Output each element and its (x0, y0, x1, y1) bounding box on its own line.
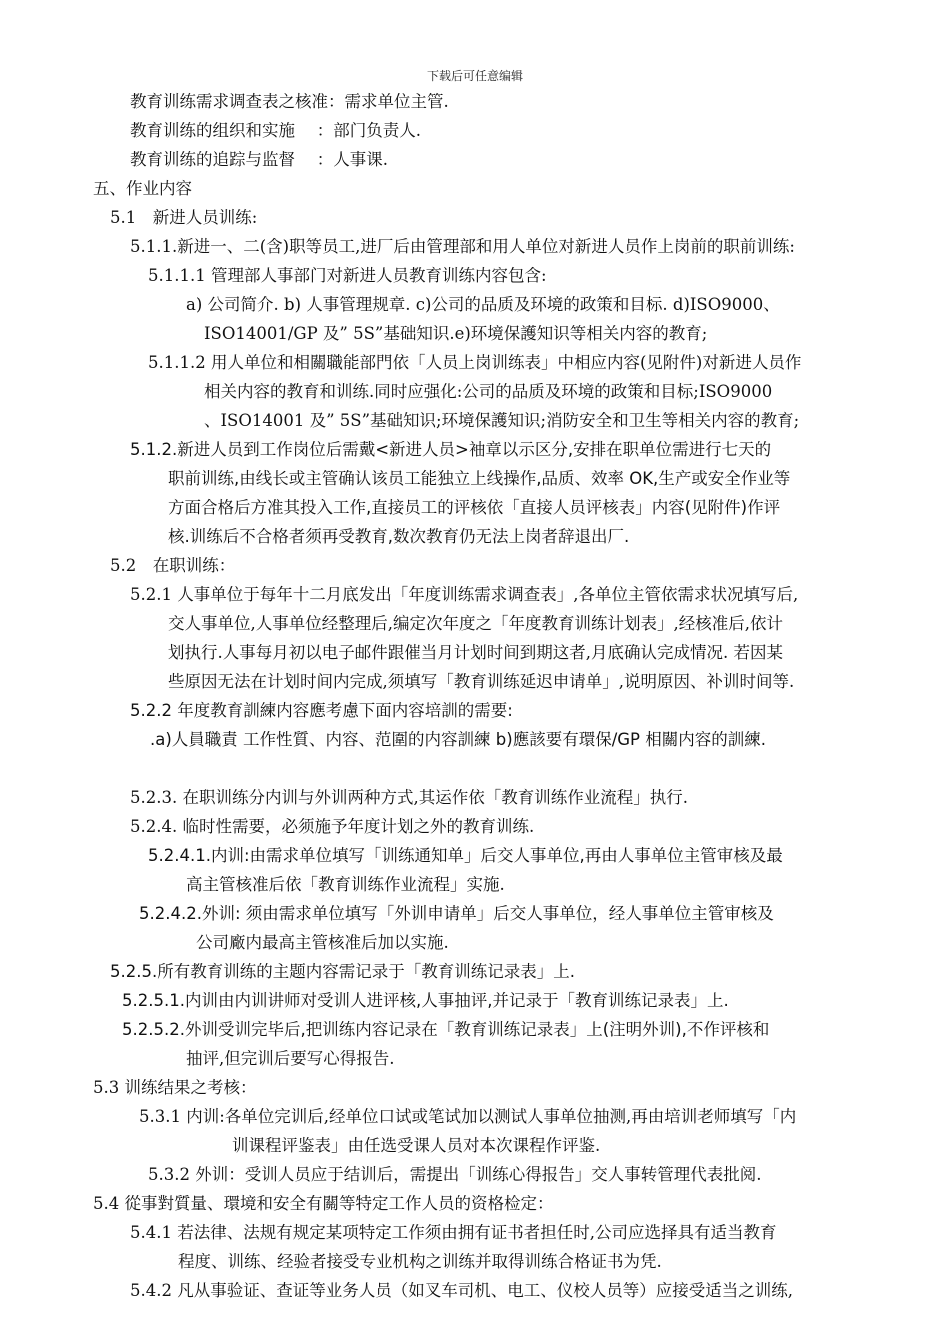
text-line: 高主管核准后依「教育训练作业流程」实施. (186, 875, 505, 894)
text-line: 5.3.1 内训:各单位完训后,经单位口试或笔试加以测试人事单位抽测,再由培训老师填写「内 (139, 1107, 797, 1126)
text-line: 5.1.1.1 管理部人事部门对新进人员教育训练内容包含: (148, 266, 547, 285)
subsection-heading: 5.3 训练结果之考核： (93, 1078, 257, 1097)
text-line: 5.2.4.1.内训:由需求单位填写「训练通知单」后交人事单位,再由人事单位主管审核及最 (148, 846, 783, 865)
text-line: 5.2.4. 临时性需要，必须施予年度计划之外的教育训练. (130, 817, 535, 836)
text-line: 5.1.1.新进一、二(含)职等员工,进厂后由管理部和用人单位对新进人员作上岗前的职前训练: (130, 237, 795, 256)
text-line: 5.2.4.2.外训: 须由需求单位填写「外训申请单」后交人事单位，经人事单位主管审核及 (139, 904, 774, 923)
text-line: 程度、训练、经验者接受专业机构之训练并取得训练合格证书为凭. (178, 1252, 662, 1271)
text-line: .a)人員職責 工作性質、内容、范圍的内容訓練 b)應該要有環保/GP 相關内容的訓練. (150, 730, 766, 749)
text-line: 5.3.2 外训：受训人员应于结训后，需提出「训练心得报告」交人事转管理代表批阅. (148, 1165, 762, 1184)
text-line: 交人事单位,人事单位经整理后,编定次年度之「年度教育训练计划表」,经核准后,依计 (168, 614, 783, 633)
text-line: 5.2.2 年度教育訓練内容應考慮下面内容培訓的需要: (130, 701, 513, 720)
text-line: 5.2.5.1.内训由内训讲师对受训人进评核,人事抽评,并记录于「教育训练记录表」上. (122, 991, 729, 1010)
page-header: 下载后可任意编辑 (426, 69, 523, 83)
text-line: 教育训练需求调查表之核准：需求单位主管. (130, 92, 449, 111)
text-line: 5.2.5.2.外训受训完毕后,把训练内容记录在「教育训练记录表」上(注明外训),不作评核和 (122, 1020, 770, 1039)
text-line: 5.2.3. 在职训练分内训与外训两种方式,其运作依「教育训练作业流程」执行. (130, 788, 688, 807)
text-line: 5.1.2.新进人员到工作岗位后需戴<新进人员>袖章以示区分,安排在职单位需进行七天的 (130, 440, 772, 459)
text-line: 训课程评鉴表」由任选受课人员对本次课程作评鉴. (232, 1136, 601, 1155)
text-line: 5.2.5.所有教育训练的主题内容需记录于「教育训练记录表」上. (110, 962, 575, 981)
text-line: 抽评,但完训后要写心得报告. (186, 1049, 395, 1068)
text-line: a) 公司简介. b) 人事管理规章. c)公司的品质及环境的政策和目标. d)ISO9000、 (186, 295, 780, 314)
text-line: 公司廠内最高主管核准后加以实施. (196, 933, 449, 952)
text-line: 5.4.2 凡从事验证、查证等业务人员（如叉车司机、电工、仪校人员等）应接受适当之训练, (130, 1281, 793, 1300)
subsection-heading: 5.4 從事對質量、環境和安全有關等特定工作人员的资格检定： (93, 1194, 554, 1213)
subsection-heading: 5.1 新进人员训练: (110, 208, 258, 227)
text-line: 方面合格后方准其投入工作,直接员工的评核依「直接人员评核表」内容(见附件)作评 (168, 498, 781, 517)
text-line: ISO14001/GP 及” 5S”基础知识.e)环境保護知识等相关内容的教育; (204, 324, 708, 343)
text-line: 5.2.1 人事单位于每年十二月底发出「年度训练需求调查表」,各单位主管依需求状况填写后, (130, 585, 799, 604)
text-line: 核.训练后不合格者须再受教育,数次教育仍无法上岗者辞退出厂. (168, 527, 630, 546)
subsection-heading: 5.2 在职训练： (110, 556, 236, 575)
text-line: 教育训练的组织和实施 ：部门负责人. (130, 121, 421, 140)
section-heading: 五、作业内容 (93, 179, 192, 198)
text-line: 职前训练,由线长或主管确认该员工能独立上线操作,品质、效率 OK,生产或安全作业等 (168, 469, 791, 488)
text-line: 5.1.1.2 用人单位和相關職能部門依「人员上岗训练表」中相应内容(见附件)对新进人员作 (148, 353, 802, 372)
text-line: 、ISO14001 及” 5S”基础知识;环境保護知识;消防安全和卫生等相关内容的教育; (204, 411, 800, 430)
text-line: 划执行.人事每月初以电子邮件跟催当月计划时间到期这者,月底确认完成情况. 若因某 (168, 643, 783, 662)
text-line: 5.4.1 若法律、法规有规定某项特定工作须由拥有证书者担任时,公司应选择具有适当教育 (130, 1223, 777, 1242)
text-line: 相关内容的教育和训练.同时应强化:公司的品质及环境的政策和目标;ISO9000 (204, 382, 773, 401)
text-line: 教育训练的追踪与监督 ：人事课. (130, 150, 388, 169)
text-line: 些原因无法在计划时间内完成,须填写「教育训练延迟申请单」,说明原因、补训时间等. (168, 672, 795, 691)
